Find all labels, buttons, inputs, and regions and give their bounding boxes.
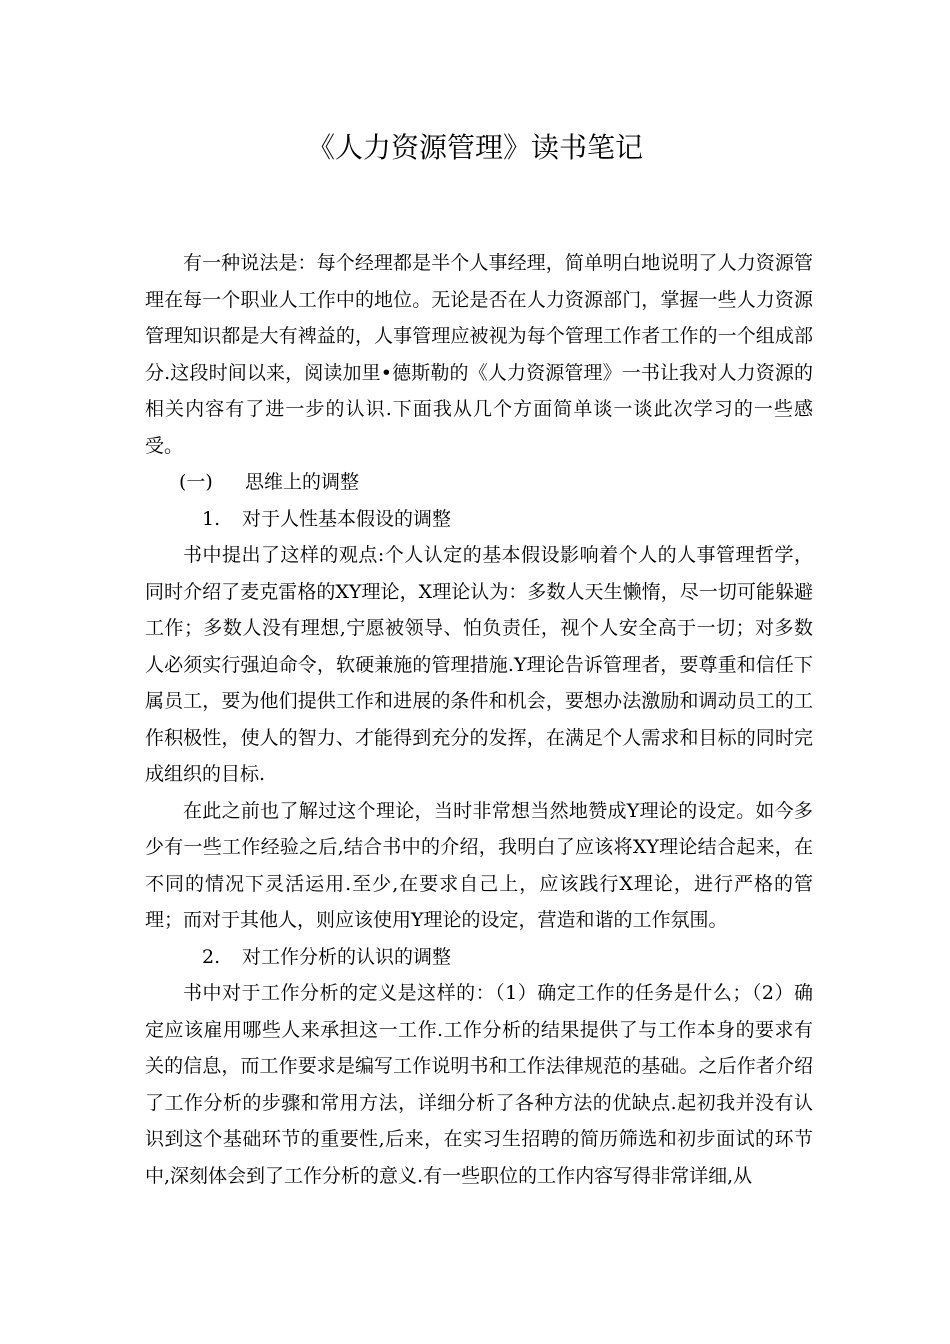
document-body xyxy=(145,245,813,1194)
section-heading-1 xyxy=(145,464,813,501)
document-title: 《人力资源管理》读书笔记 xyxy=(306,131,643,164)
subsection-number: 1. xyxy=(202,507,221,530)
paragraph-xy-theory: 书中提出了这样的观点:个人认定的基本假设影响着个人的人事管理哲学，同时介绍了麦克雷格的XY理论，X理论认为：多数人天生懒惰，尽一切可能躲避工作；多数人没有理想,宁愿被领导、怕负责任，视个人安全高于一切；对多数人必须实行强迫命令，软硬兼施的管理措施.Y理论告诉管理者，要尊重和信任下属员工，要为他们提供工作和进展的条件和机会，要想办法激励和调动员工的工作积极性，使人的智力、才能得到充分的发挥，在满足个人需求和目标的同时完成组织的目标. xyxy=(145,544,813,785)
section-title: 思维上的调整 xyxy=(245,471,360,493)
subsection-title: 对于人性基本假设的调整 xyxy=(242,507,452,530)
paragraph-job-analysis: 书中对于工作分析的定义是这样的：（1）确定工作的任务是什么；（2）确定应该雇用哪些人来承担这一工作.工作分析的结果提供了与工作本身的要求有关的信息，而工作要求是编写工作说明书和工作法律规范的基础。之后作者介绍了工作分析的步骤和常用方法，详细分析了各种方法的优缺点.起初我并没有认识到这个基础环节的重要性,后来，在实习生招聘的简历筛选和初步面试的环节中,深刻体会到了工作分析的意义.有一些职位的工作内容写得非常详细,从 xyxy=(145,982,813,1187)
section-number: (一) xyxy=(179,471,213,493)
paragraph-intro: 有一种说法是：每个经理都是半个人事经理，简单明白地说明了人力资源管理在每一个职业人工作中的地位。无论是否在人力资源部门，掌握一些人力资源管理知识都是大有裨益的，人事管理应被视为每个管理工作者工作的一个组成部分.这段时间以来，阅读加里•德斯勒的《人力资源管理》一书让我对人力资源的相关内容有了进一步的认识.下面我从几个方面简单谈一谈此次学习的一些感受。 xyxy=(145,252,813,457)
subsection-title: 对工作分析的认识的调整 xyxy=(242,945,452,968)
subsection-heading-2 xyxy=(145,939,813,976)
paragraph-reflection: 在此之前也了解过这个理论，当时非常想当然地赞成Y理论的设定。如今多少有一些工作经验之后,结合书中的介绍，我明白了应该将XY理论结合起来，在不同的情况下灵活运用.至少,在要求自己上，应该践行X理论，进行严格的管理；而对于其他人，则应该使用Y理论的设定，营造和谐的工作氛围。 xyxy=(145,799,813,931)
subsection-heading-1 xyxy=(145,501,813,538)
subsection-number: 2. xyxy=(202,945,221,968)
